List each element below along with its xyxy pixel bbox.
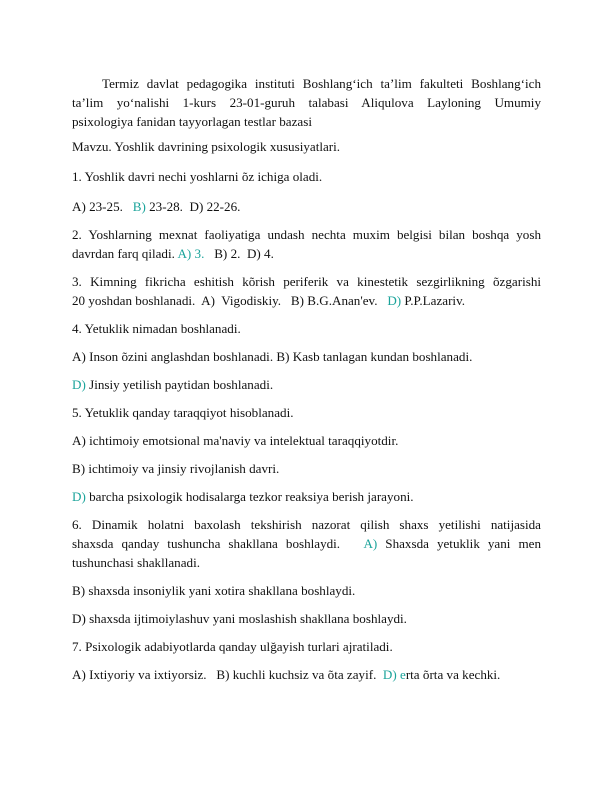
q4-options-ab: A) Inson õzini anglashdan boshlanadi. B) Kasb tanlagan kundan boshlanadi. bbox=[72, 349, 473, 364]
q7-option-d-marker: D) e bbox=[382, 667, 406, 682]
q1-option-b-marker: B) bbox=[132, 199, 146, 214]
q3-line-2-text: 20 yoshdan boshlanadi. A) Vigodiskiy. B) B.G.Anan'ev. bbox=[72, 293, 388, 308]
question-1: 1. Yoshlik davri nechi yoshlarni õz ichiga oladi. bbox=[72, 169, 323, 184]
q4-option-d-text: Jinsiy yetilish paytidan boshlanadi. bbox=[85, 377, 274, 392]
q6-option-b: B) shaxsda insoniylik yani xotira shakllana boshlaydi. bbox=[72, 583, 356, 598]
q6-line-2 bbox=[72, 534, 541, 553]
q1-option-d: D) 22-26. bbox=[189, 199, 241, 214]
q5-option-a: A) ichtimoiy emotsional ma'naviy va intelektual taraqqiyotdir. bbox=[72, 433, 399, 448]
topic-line: Mavzu. Yoshlik davrining psixologik xususiyatlari. bbox=[72, 139, 341, 154]
header-paragraph bbox=[72, 74, 541, 131]
q5-option-d-text: barcha psixologik hodisalarga tezkor reaksiya berish jarayoni. bbox=[85, 489, 414, 504]
q2-line-2 bbox=[72, 244, 541, 263]
q5-option-d-marker: D) bbox=[72, 489, 86, 504]
question-5: 5. Yetuklik qanday taraqqiyot hisoblanadi. bbox=[72, 405, 294, 420]
q6-line-2-tail: Shaxsda yetuklik yani men bbox=[377, 536, 541, 551]
question-7: 7. Psixologik adabiyotlarda qanday ulğayish turlari ajratiladi. bbox=[72, 639, 393, 654]
q4-option-d-marker: D) bbox=[72, 377, 86, 392]
q6-option-a-marker: A) bbox=[363, 536, 378, 551]
q3-line-2 bbox=[72, 291, 541, 310]
header-line-2: ta’lim yo‘nalishi 1-kurs 23-01-guruh talabasi Aliqulova Layloning Umumiy bbox=[72, 95, 541, 110]
q1-option-a: A) 23-25. bbox=[72, 199, 123, 214]
q6-line-3: tushunchasi shakllanadi. bbox=[72, 555, 201, 570]
q2-option-d: D) 4. bbox=[246, 246, 274, 261]
q2-option-b: B) 2. bbox=[214, 246, 241, 261]
header-line-1: Termiz davlat pedagogika instituti Boshlang‘ich ta’lim fakulteti Boshlang‘ich bbox=[102, 76, 541, 91]
q2-option-a-marker: A) 3. bbox=[177, 246, 205, 261]
q7-options-ab: A) Ixtiyoriy va ixtiyorsiz. B) kuchli kuchsiz va õta zayif. bbox=[72, 667, 383, 682]
q1-option-b-text: 23-28. bbox=[145, 199, 183, 214]
q6-option-d: D) shaxsda ijtimoiylashuv yani moslashish shakllana boshlaydi. bbox=[72, 611, 407, 626]
q2-line-2-text: davrdan farq qiladi. bbox=[72, 246, 178, 261]
q5-option-b: B) ichtimoiy va jinsiy rivojlanish davri. bbox=[72, 461, 280, 476]
q3-line-1: 3. Kimning fikricha eshitish kõrish periferik va kinestetik sezgirlikning õzgarishi bbox=[72, 274, 541, 289]
q3-option-d-marker: D) bbox=[387, 293, 402, 308]
q3-option-d-text: P.P.Lazariv. bbox=[401, 293, 466, 308]
question-1-options bbox=[72, 197, 541, 216]
q6-line-1: 6. Dinamik holatni baxolash tekshirish nazorat qilish shaxs yetilishi natijasida bbox=[72, 517, 541, 532]
q4-option-d bbox=[72, 375, 541, 394]
question-2 bbox=[72, 225, 541, 263]
q6-line-2-text: shaxsda qanday tushuncha shakllana boshlaydi. bbox=[72, 536, 364, 551]
q7-option-d-text: rta õrta va kechki. bbox=[405, 667, 501, 682]
q7-options bbox=[72, 665, 541, 684]
q5-option-d bbox=[72, 487, 541, 506]
header-line-3: psixologiya fanidan tayyorlagan testlar bazasi bbox=[72, 114, 312, 129]
question-4: 4. Yetuklik nimadan boshlanadi. bbox=[72, 321, 241, 336]
question-3 bbox=[72, 272, 541, 310]
question-6 bbox=[72, 515, 541, 572]
q2-line-1: 2. Yoshlarning mexnat faoliyatiga undash nechta muxim belgisi bilan boshqa yosh bbox=[72, 227, 541, 242]
